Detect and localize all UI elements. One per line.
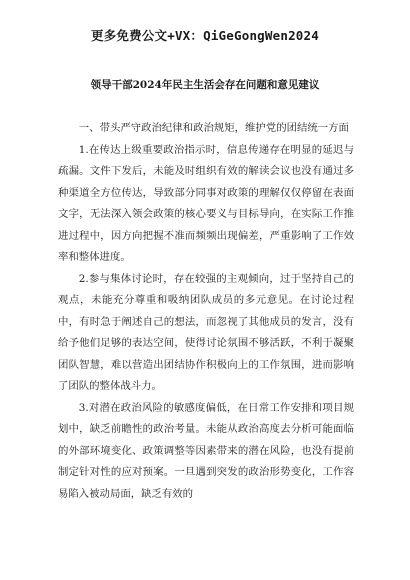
paragraph-3: 3.对潜在政治风险的敏感度偏低，在日常工作安排和项目规划中，缺乏前瞻性的政治考量。未能从政治高度去分析可能面临的外部环境变化、政策调整等因素带来的潜在风险，也没有提前制定针对性的应对预案。一旦遇到突发的政治形势变化，工作容易陷入被动局面，缺乏有效的 (58, 401, 354, 500)
document-title: 领导干部2024年民主生活会存在问题和意见建议 (90, 79, 320, 91)
section-heading: 一、带头严守政治纪律和政治规矩，维护党的团结统一方面 (78, 122, 349, 134)
document-body (58, 118, 354, 505)
promo-header: 更多免费公文+VX：QiGeGongWen2024 (91, 28, 319, 43)
paragraph-2: 2.参与集体讨论时，存在较强的主观倾向，过于坚持自己的观点，未能充分尊重和吸纳团队成员的多元意见。在讨论过程中，有时急于阐述自己的想法，而忽视了其他成员的发言，没有给予他们足够的表达空间，使得讨论氛围不够活跃，不利于凝聚团队智慧，难以营造出团结协作积极向上的工作氛围，进而影响了团队的整体战斗力。 (58, 272, 354, 392)
paragraph-1: 1.在传达上级重要政治指示时，信息传递存在明显的延迟与疏漏。文件下发后，未能及时组织有效的解读会议也没有通过多种渠道全方位传达，导致部分同事对政策的理解仅仅停留在表面文字，无法深入领会政策的核心要义与目标导向，在实际工作推进过程中，因方向把握不准而频频出现偏差，严重影响了工作效率和整体进度。 (58, 143, 354, 263)
